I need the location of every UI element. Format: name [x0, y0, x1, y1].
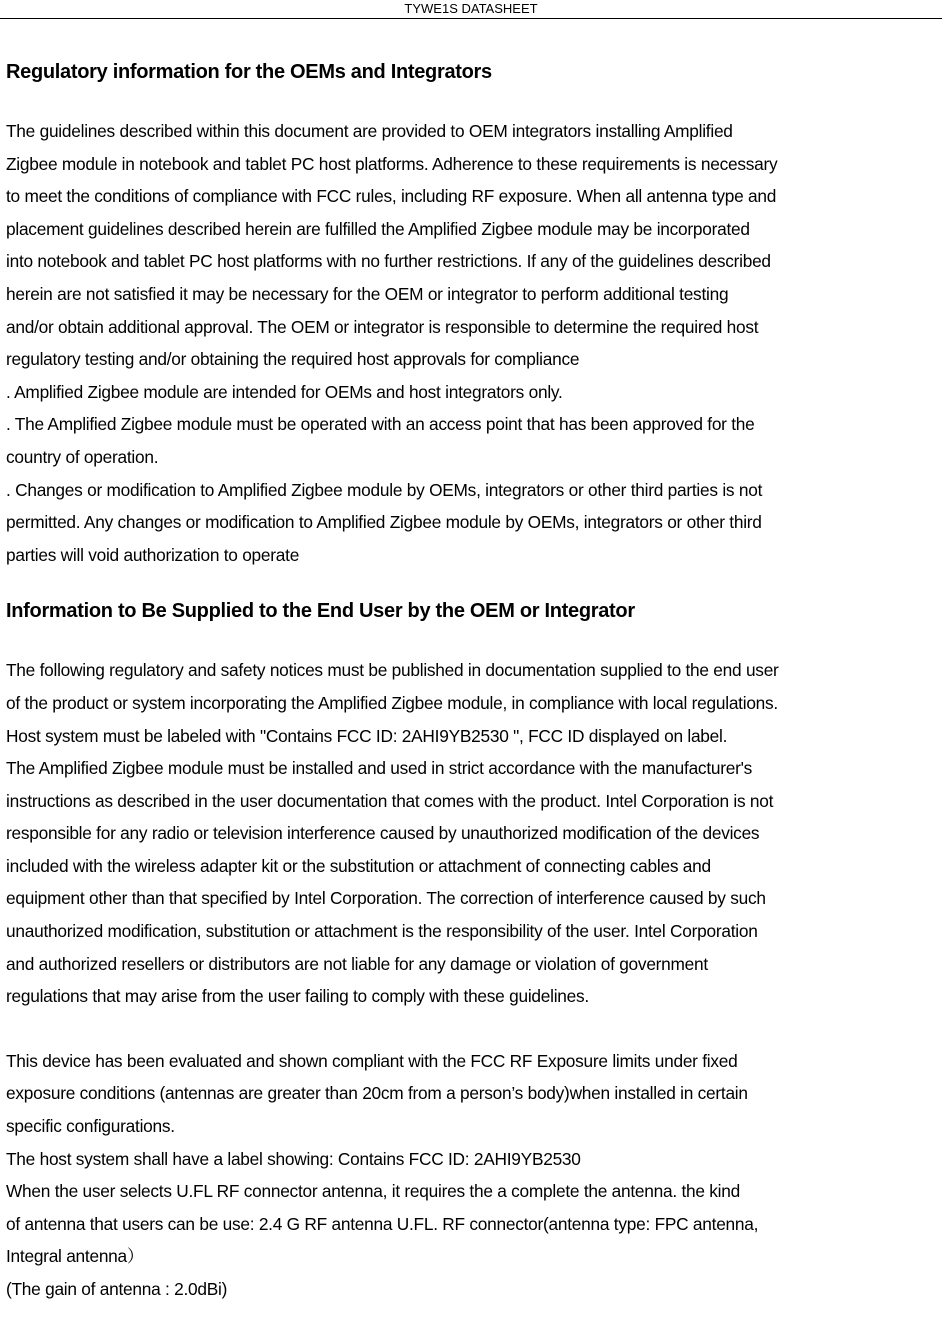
- paragraph-line: of antenna that users can be use: 2.4 G RF antenna U.FL. RF connector(antenna type: FPC antenna,: [6, 1213, 759, 1234]
- end-user-paragraph: [6, 654, 938, 1013]
- paragraph-line: (The gain of antenna : 2.0dBi): [6, 1279, 228, 1299]
- paragraph-line: included with the wireless adapter kit or the substitution or attachment of connecting cables and: [6, 855, 711, 876]
- document-body: [6, 56, 938, 1306]
- bullet-line: . Amplified Zigbee module are intended for OEMs and host integrators only.: [6, 381, 563, 402]
- paragraph-line: of the product or system incorporating the Amplified Zigbee module, in compliance with local regulations.: [6, 692, 778, 713]
- paragraph-line: equipment other than that specified by Intel Corporation. The correction of interference caused by such: [6, 888, 766, 909]
- paragraph-line: The Amplified Zigbee module must be installed and used in strict accordance with the manufacturer's: [6, 758, 753, 779]
- paragraph-line: exposure conditions (antennas are greater than 20cm from a person’s body)when installed in certain: [6, 1083, 748, 1104]
- paragraph-line: regulatory testing and/or obtaining the required host approvals for compliance: [6, 349, 580, 370]
- paragraph-line: Host system must be labeled with "Contains FCC ID: 2AHI9YB2530 ", FCC ID displayed on label.: [6, 725, 728, 746]
- paragraph-line: regulations that may arise from the user failing to comply with these guidelines.: [6, 986, 589, 1007]
- paragraph-line: This device has been evaluated and shown compliant with the FCC RF Exposure limits under fixed: [6, 1050, 738, 1071]
- bullet-line: parties will void authorization to operate: [6, 544, 300, 565]
- regulatory-paragraph: [6, 115, 938, 571]
- document-title: TYWE1S DATASHEET: [404, 1, 538, 16]
- paragraph-line: Zigbee module in notebook and tablet PC host platforms. Adherence to these requirements is necessary: [6, 153, 778, 174]
- paragraph-line: and/or obtain additional approval. The OEM or integrator is responsible to determine the required host: [6, 316, 759, 337]
- rf-exposure-paragraph: [6, 1045, 938, 1306]
- paragraph-line: to meet the conditions of compliance with FCC rules, including RF exposure. When all antenna type and: [6, 186, 777, 207]
- paragraph-line: unauthorized modification, substitution or attachment is the responsibility of the user. Intel Corporation: [6, 921, 758, 942]
- page-header: [0, 0, 942, 19]
- paragraph-line: The host system shall have a label showing: Contains FCC ID: 2AHI9YB2530: [6, 1148, 581, 1169]
- bullet-line: country of operation.: [6, 446, 159, 467]
- paragraph-line: responsible for any radio or television interference caused by unauthorized modification of the devices: [6, 823, 760, 844]
- paragraph-line: The following regulatory and safety notices must be published in documentation supplied to the end user: [6, 660, 779, 681]
- paragraph-line: herein are not satisfied it may be necessary for the OEM or integrator to perform additional testing: [6, 283, 729, 304]
- section-heading-regulatory: Regulatory information for the OEMs and Integrators: [6, 61, 492, 83]
- paragraph-line: Integral antenna）: [6, 1246, 144, 1267]
- paragraph-line: placement guidelines described herein are fulfilled the Amplified Zigbee module may be incorporated: [6, 218, 750, 239]
- paragraph-line: When the user selects U.FL RF connector antenna, it requires the a complete the antenna. the kind: [6, 1181, 740, 1202]
- paragraph-line: into notebook and tablet PC host platforms with no further restrictions. If any of the guidelines described: [6, 251, 771, 272]
- bullet-line: permitted. Any changes or modification to Amplified Zigbee module by OEMs, integrators or other third: [6, 512, 762, 533]
- paragraph-line: specific configurations.: [6, 1116, 175, 1137]
- bullet-line: . The Amplified Zigbee module must be operated with an access point that has been approved for the: [6, 414, 755, 435]
- paragraph-line: instructions as described in the user documentation that comes with the product. Intel Corporation is not: [6, 790, 774, 811]
- bullet-line: . Changes or modification to Amplified Zigbee module by OEMs, integrators or other third parties is not: [6, 479, 763, 500]
- section-heading-end-user: Information to Be Supplied to the End User by the OEM or Integrator: [6, 600, 635, 623]
- paragraph-line: The guidelines described within this document are provided to OEM integrators installing Amplified: [6, 121, 733, 141]
- paragraph-line: and authorized resellers or distributors are not liable for any damage or violation of government: [6, 953, 708, 974]
